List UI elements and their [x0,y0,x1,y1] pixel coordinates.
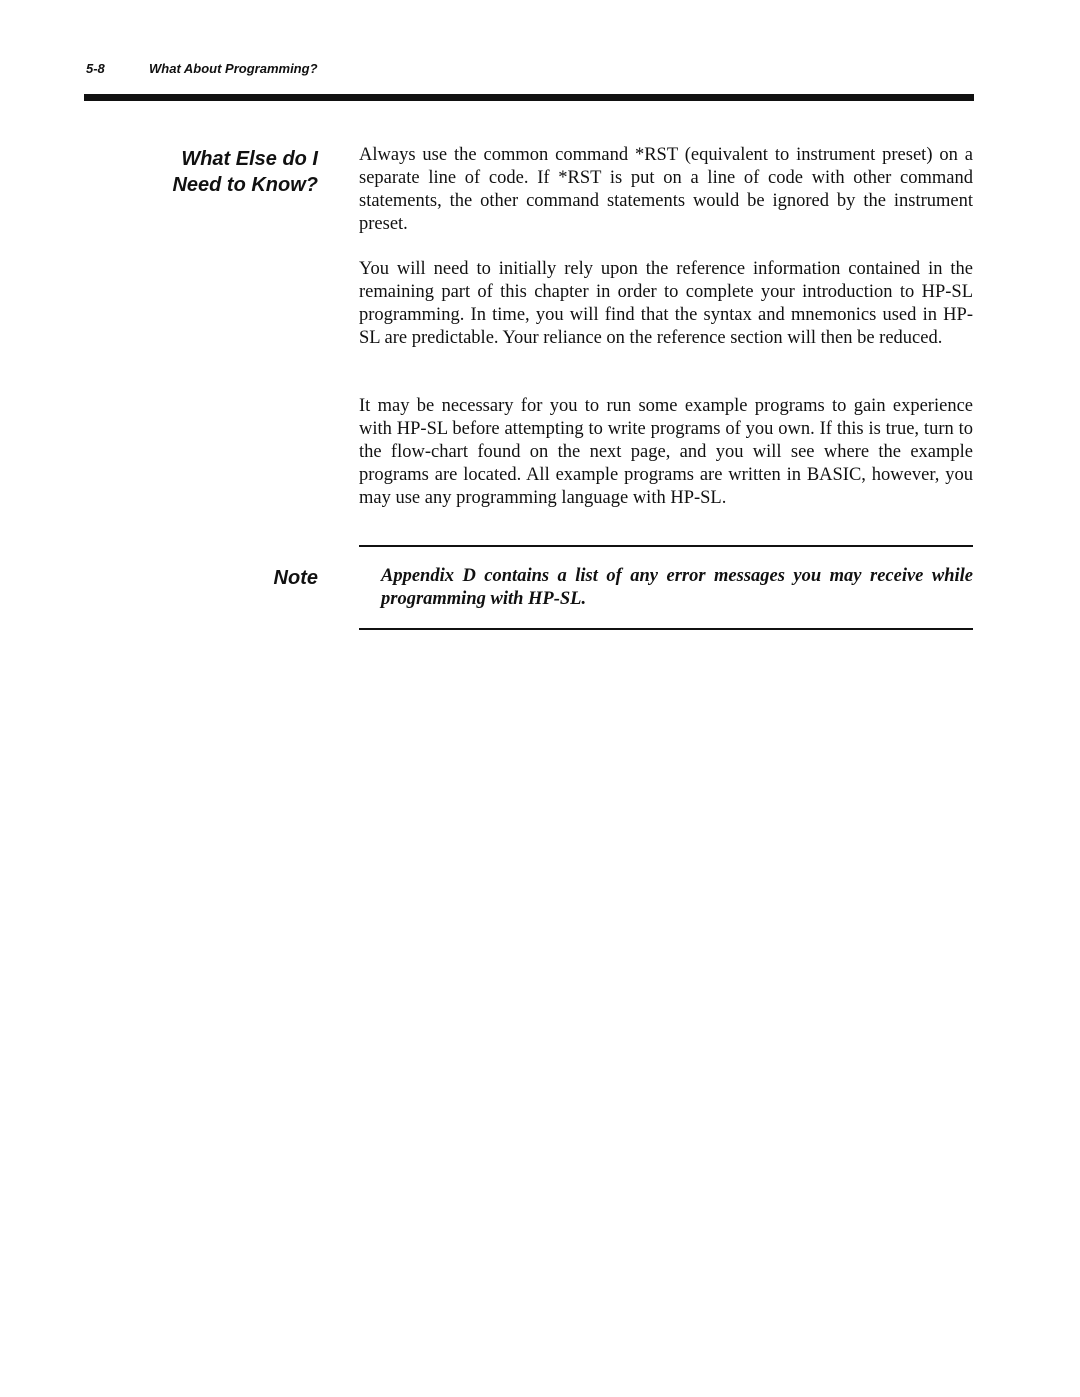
header-rule [84,94,974,101]
paragraph-text: Always use the common command *RST (equivalent to instrument preset) on a separate line of code. If *RST is put on a line of code with other command statements, the other command statements would be ignored by the instrument preset. [359,145,973,234]
body-paragraph-2 [359,258,973,350]
section-heading [172,146,318,198]
page-number: 5-8 [86,61,105,76]
paragraph-text: You will need to initially rely upon the reference information contained in the remaining part of this chapter in order to complete your introduction to HP-SL programming. In time, you will find that the syntax and mnemonics used in HP-SL are predictable. Your reliance on the reference section will then be reduced. [359,259,973,348]
section-heading-line-2: Need to Know? [172,174,318,196]
note-text: Appendix D contains a list of any error messages you may receive while programming with HP-SL. [381,566,973,609]
section-heading-line-1: What Else do I [181,148,318,170]
running-header [86,61,318,76]
chapter-title: What About Programming? [149,61,318,76]
note-top-rule [359,545,973,547]
body-paragraph-3 [359,395,973,510]
note-text-block [381,565,973,611]
body-paragraph-1 [359,144,973,236]
note-label: Note [273,567,318,589]
paragraph-text: It may be necessary for you to run some example programs to gain experience with HP-SL before attempting to write programs of you own. If this is true, turn to the flow-chart found on the next page, and you will see where the example programs are located. All example programs are written in BASIC, however, you may use any programming language with HP-SL. [359,396,973,508]
note-bottom-rule [359,628,973,630]
